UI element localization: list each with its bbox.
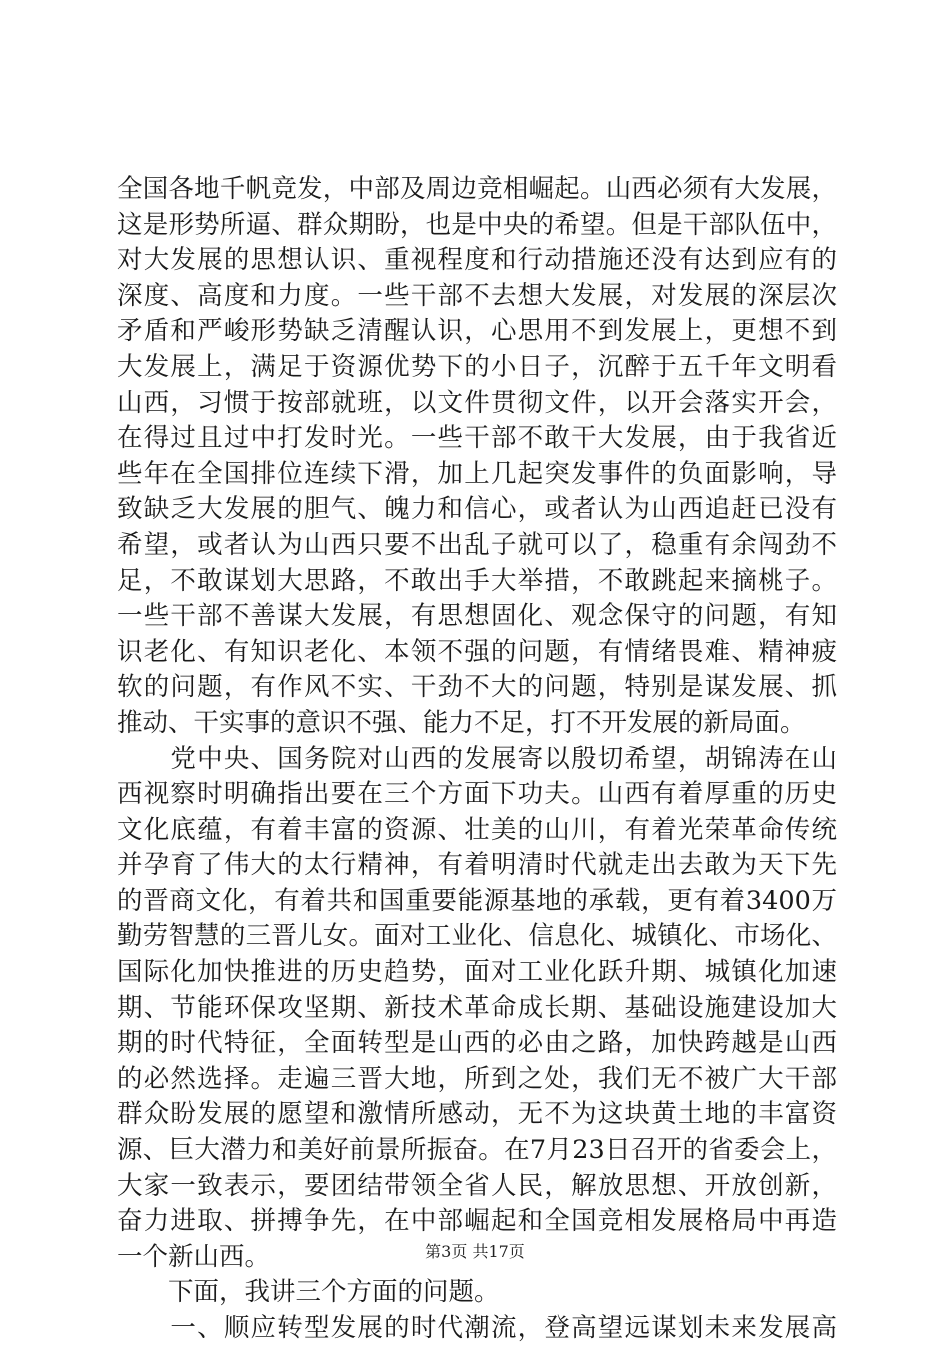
text-line: 一些干部不善谋大发展，有思想固化、观念保守的问题，有知 — [117, 601, 837, 632]
text-line: 下面，我讲三个方面的问题。 — [117, 1277, 500, 1308]
text-line: 希望，或者认为山西只要不出乱子就可以了，稳重有余闯劲不 — [117, 529, 837, 560]
page-footer: 第3页 共17页 — [425, 1242, 525, 1261]
text-line: 群众盼发展的愿望和激情所感动，无不为这块黄土地的丰富资 — [117, 1099, 837, 1130]
text-line: 矛盾和严峻形势缺乏清醒认识，心思用不到发展上，更想不到 — [117, 316, 837, 347]
text-line: 奋力进取、拼搏争先，在中部崛起和全国竞相发展格局中再造 — [117, 1206, 837, 1237]
text-line: 的必然选择。走遍三晋大地，所到之处，我们无不被广大干部 — [117, 1063, 837, 1094]
text-line: 足，不敢谋划大思路，不敢出手大举措，不敢跳起来摘桃子。 — [117, 565, 837, 596]
text-line: 期的时代特征，全面转型是山西的必由之路，加快跨越是山西 — [117, 1028, 837, 1059]
text-line: 文化底蕴，有着丰富的资源、壮美的山川，有着光荣革命传统 — [117, 814, 837, 845]
text-line: 并孕育了伟大的太行精神，有着明清时代就走出去敢为天下先 — [117, 850, 837, 881]
text-line: 国际化加快推进的历史趋势，面对工业化跃升期、城镇化加速 — [117, 957, 837, 988]
text-line: 党中央、国务院对山西的发展寄以殷切希望，胡锦涛在山 — [117, 743, 837, 774]
text-line: 在得过且过中打发时光。一些干部不敢干大发展，由于我省近 — [117, 423, 837, 454]
text-line: 全国各地千帆竞发，中部及周边竞相崛起。山西必须有大发展， — [117, 174, 837, 204]
text-line: 对大发展的思想认识、重视程度和行动措施还没有达到应有的 — [117, 245, 837, 276]
text-line: 识老化、有知识老化、本领不强的问题，有情绪畏难、精神疲 — [117, 636, 837, 667]
text-line: 这是形势所逼、群众期盼，也是中央的希望。但是干部队伍中， — [117, 209, 837, 240]
text-line: 一、顺应转型发展的时代潮流，登高望远谋划未来发展高 — [117, 1313, 837, 1343]
text-line: 西视察时明确指出要在三个方面下功夫。山西有着厚重的历史 — [117, 779, 837, 810]
text-line: 大家一致表示，要团结带领全省人民，解放思想、开放创新， — [117, 1170, 837, 1201]
text-line: 大发展上，满足于资源优势下的小日子，沉醉于五千年文明看 — [117, 351, 837, 382]
text-line: 山西，习惯于按部就班，以文件贯彻文件，以开会落实开会， — [117, 387, 837, 418]
body-text — [117, 172, 837, 1347]
text-line: 深度、高度和力度。一些干部不去想大发展，对发展的深层次 — [117, 280, 837, 311]
text-line: 推动、干实事的意识不强、能力不足，打不开发展的新局面。 — [117, 707, 806, 738]
text-line: 些年在全国排位连续下滑，加上几起突发事件的负面影响，导 — [117, 458, 837, 489]
text-line: 致缺乏大发展的胆气、魄力和信心，或者认为山西追赶已没有 — [117, 494, 837, 525]
text-line: 软的问题，有作风不实、干劲不大的问题，特别是谋发展、抓 — [117, 672, 837, 703]
text-line: 勤劳智慧的三晋儿女。面对工业化、信息化、城镇化、市场化、 — [117, 921, 837, 952]
text-line: 源、巨大潜力和美好前景所振奋。在7月23日召开的省委会上， — [117, 1135, 837, 1166]
text-line: 期、节能环保攻坚期、新技术革命成长期、基础设施建设加大 — [117, 992, 837, 1023]
text-line: 的晋商文化，有着共和国重要能源基地的承载，更有着3400万 — [117, 885, 837, 916]
text-line: 一个新山西。 — [117, 1241, 271, 1272]
